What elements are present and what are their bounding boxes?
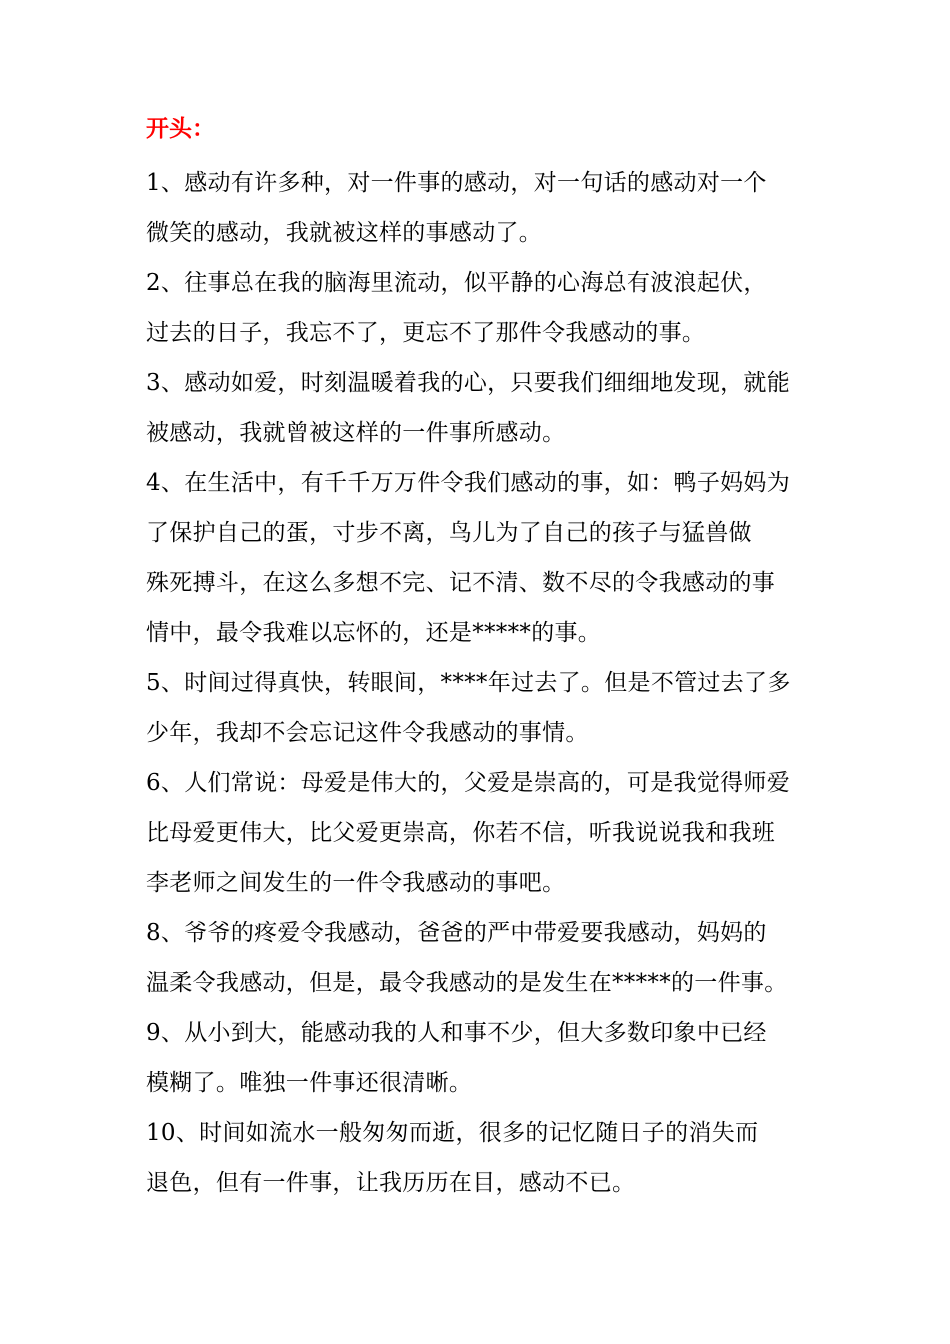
paragraph-line: 1、感动有许多种，对一件事的感动，对一句话的感动对一个 xyxy=(146,170,767,196)
list-item-4 xyxy=(146,458,816,658)
paragraph-line: 8、爷爷的疼爱令我感动，爸爸的严中带爱要我感动，妈妈的 xyxy=(146,920,767,946)
paragraph-line: 殊死搏斗，在这么多想不完、记不清、数不尽的令我感动的事 xyxy=(146,570,776,596)
paragraph-line: 微笑的感动，我就被这样的事感动了。 xyxy=(146,220,543,246)
paragraph-line: 2、往事总在我的脑海里流动，似平静的心海总有波浪起伏， xyxy=(146,270,767,296)
list-item-5 xyxy=(146,658,816,758)
list-item-6 xyxy=(146,758,816,908)
paragraph-line: 退色，但有一件事，让我历历在目，感动不已。 xyxy=(146,1170,636,1196)
paragraph-line: 5、时间过得真快，转眼间，****年过去了。但是不管过去了多 xyxy=(146,670,791,696)
paragraph-line: 10、时间如流水一般匆匆而逝，很多的记忆随日子的消失而 xyxy=(146,1120,759,1146)
list-item-10 xyxy=(146,1108,816,1208)
paragraph-line: 温柔令我感动，但是，最令我感动的是发生在*****的一件事。 xyxy=(146,970,788,996)
paragraph-line: 过去的日子，我忘不了，更忘不了那件令我感动的事。 xyxy=(146,320,706,346)
paragraph-line: 3、感动如爱，时刻温暖着我的心，只要我们细细地发现，就能 xyxy=(146,370,791,396)
paragraph-line: 情中，最令我难以忘怀的，还是*****的事。 xyxy=(146,620,602,646)
paragraph-line: 比母爱更伟大，比父爱更崇高，你若不信，听我说说我和我班 xyxy=(146,820,776,846)
list-item-8 xyxy=(146,908,816,1008)
document-body xyxy=(146,108,816,1208)
paragraph-line: 4、在生活中，有千千万万件令我们感动的事，如：鸭子妈妈为 xyxy=(146,470,791,496)
list-item-1 xyxy=(146,158,816,258)
paragraph-line: 模糊了。唯独一件事还很清晰。 xyxy=(146,1070,473,1096)
paragraph-line: 9、从小到大，能感动我的人和事不少，但大多数印象中已经 xyxy=(146,1020,767,1046)
paragraph-line: 6、人们常说：母爱是伟大的，父爱是崇高的，可是我觉得师爱 xyxy=(146,770,791,796)
section-heading: 开头： xyxy=(146,115,215,142)
paragraph-line: 被感动，我就曾被这样的一件事所感动。 xyxy=(146,420,566,446)
list-item-2 xyxy=(146,258,816,358)
list-item-3 xyxy=(146,358,816,458)
paragraph-line: 了保护自己的蛋，寸步不离，鸟儿为了自己的孩子与猛兽做 xyxy=(146,520,752,546)
paragraph-line: 李老师之间发生的一件令我感动的事吧。 xyxy=(146,870,566,896)
paragraph-line: 少年，我却不会忘记这件令我感动的事情。 xyxy=(146,720,589,746)
list-item-9 xyxy=(146,1008,816,1108)
